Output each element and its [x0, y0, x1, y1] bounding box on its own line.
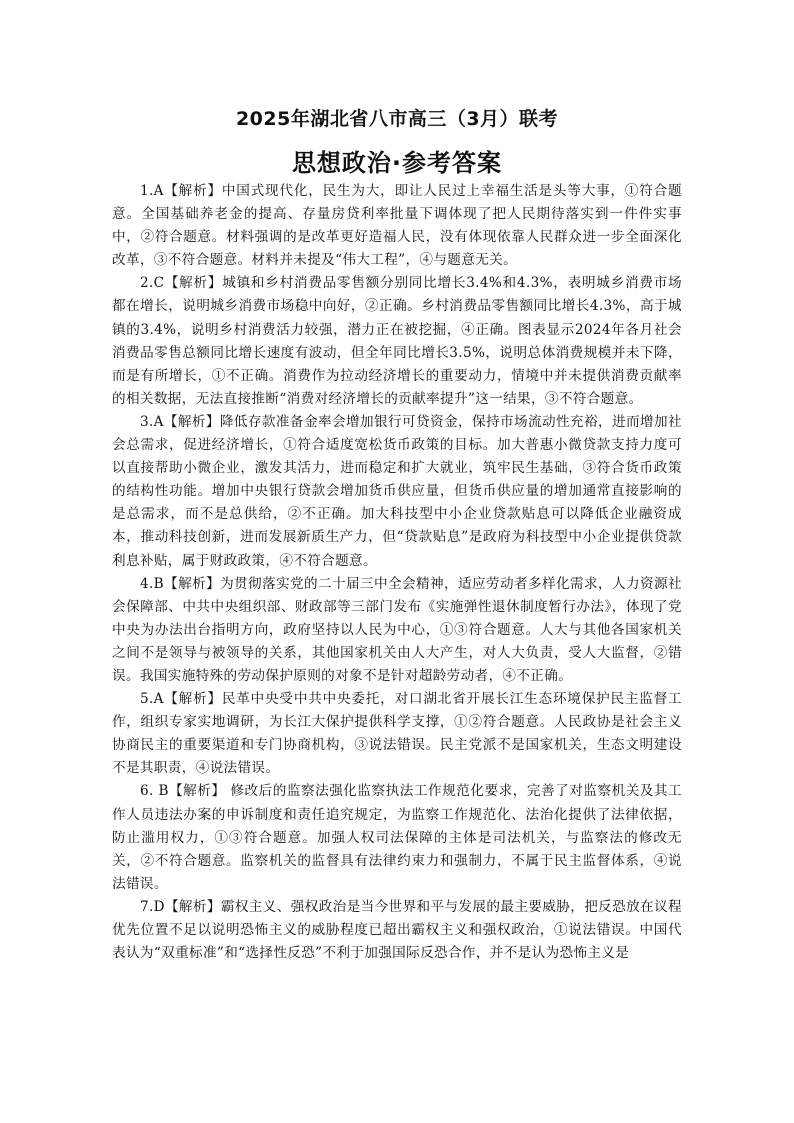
answer-item-5: 5.A【解析】民革中央受中共中央委托，对口湖北省开展长江生态环境保护民主监督工作，组织专家实地调研，为长江大保护提供科学支撑，①②符合题意。人民政协是社会主义协商民主的重要渠道和专门协商机构，③说法错误。民主党派不是国家机关，生态文明建设不是其职责，④说法错误。 — [112, 691, 682, 777]
exam-title: 2025年湖北省八市高三（3月）联考 — [235, 108, 559, 130]
answer-item-2: 2.C【解析】城镇和乡村消费品零售额分别同比增长3.4%和4.3%，表明城乡消费市场都在增长，说明城乡消费市场稳中向好，②正确。乡村消费品零售额同比增长4.3%，高于城镇的3.4%，说明乡村消费活力较强，潜力正在被挖掘，④正确。图表显示2024年各月社会消费品零售总额同比增长速度有波动，但全年同比增长3.5%，说明总体消费规模并未下降，而是有所增长，①不正确。消费作为拉动经济增长的重要动力，情境中并未提供消费贡献率的相关数据，无法直接推断“消费对经济增长的贡献率提升”这一结果，③不符合题意。 — [112, 275, 682, 407]
answer-list — [112, 180, 682, 965]
answer-item-4: 4.B【解析】为贯彻落实党的二十届三中全会精神，适应劳动者多样化需求，人力资源社会保障部、中共中央组织部、财政部等三部门发布《实施弹性退休制度暂行办法》，体现了党中央为办法出台指明方向，政府坚持以人民为中心，①③符合题意。人大与其他各国家机关之间不是领导与被领导的关系，其他国家机关由人大产生，对人大负责，受人大监督，②错误。我国实施特殊的劳动保护原则的对象不是针对超龄劳动者，④不正确。 — [112, 575, 682, 684]
answer-item-6: 6. B【解析】 修改后的监察法强化监察执法工作规范化要求，完善了对监察机关及其工作人员违法办案的申诉制度和责任追究规定，为监察工作规范化、法治化提供了法律依据，防止滥用权力，①③符合题意。加强人权司法保障的主体是司法机关，与监察法的修改无关，②不符合题意。监察机关的监督具有法律约束力和强制力，不属于民主监督体系，④说法错误。 — [112, 783, 682, 892]
answer-item-7: 7.D【解析】霸权主义、强权政治是当今世界和平与发展的最主要威胁，把反恐放在议程优先位置不足以说明恐怖主义的威胁程度已超出霸权主义和强权政治，①说法错误。中国代表认为“双重标准”和“选择性反恐”不利于加强国际反恐合作，并不是认为恐怖主义是 — [112, 898, 682, 962]
answer-item-3: 3.A【解析】降低存款准备金率会增加银行可贷资金，保持市场流动性充裕，进而增加社会总需求，促进经济增长，①符合适度宽松货币政策的目标。加大普惠小微贷款支持力度可以直接帮助小微企业，激发其活力，进而稳定和扩大就业，筑牢民生基础，③符合货币政策的结构性功能。增加中央银行贷款会增加货币供应量，但货币供应量的增加通常直接影响的是总需求，而不是总供给，②不正确。加大科技型中小企业贷款贴息可以降低企业融资成本，推动科技创新，进而发展新质生产力，但“贷款贴息”是政府为科技型中小企业提供贷款利息补贴，属于财政政策，④不符合题意。 — [112, 413, 682, 569]
answer-item-1: 1.A【解析】中国式现代化，民生为大，即让人民过上幸福生活是头等大事，①符合题意。全国基础养老金的提高、存量房贷利率批量下调体现了把人民期待落实到一件件实事中，②符合题意。材料强调的是改革更好造福人民，没有体现依靠人民群众进一步全面深化改革，③不符合题意。材料并未提及“伟大工程”，④与题意无关。 — [112, 183, 682, 269]
answer-key-subtitle: 思想政治·参考答案 — [291, 149, 503, 177]
